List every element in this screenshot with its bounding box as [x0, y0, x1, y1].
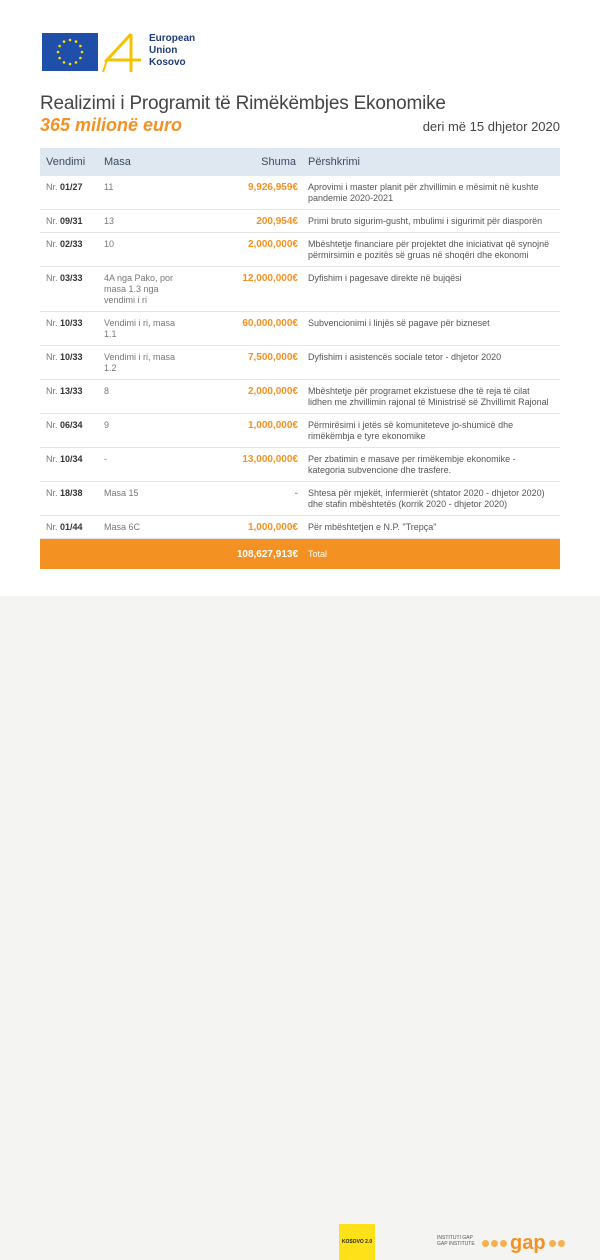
vendimi-number: 10/33: [60, 352, 83, 362]
cell-pershkrimi: Subvencionimi i linjës së pagave për bizneset: [302, 312, 560, 346]
cell-vendimi: [40, 312, 98, 346]
eu-flag-icon: [42, 33, 98, 71]
vendimi-number: 10/34: [60, 454, 83, 464]
cell-masa: Vendimi i ri, masa 1.2: [98, 346, 184, 380]
cell-vendimi: [40, 176, 98, 210]
cell-masa: 11: [98, 176, 184, 210]
cell-shuma: 13,000,000€: [184, 448, 302, 482]
report-date: deri më 15 dhjetor 2020: [422, 119, 560, 134]
vendimi-prefix: Nr.: [46, 318, 58, 328]
gap-dots-icon: [482, 1240, 507, 1247]
cell-vendimi: [40, 380, 98, 414]
vendimi-number: 18/38: [60, 488, 83, 498]
vendimi-prefix: Nr.: [46, 420, 58, 430]
vendimi-prefix: Nr.: [46, 352, 58, 362]
cell-vendimi: [40, 210, 98, 233]
gap-institute-line-1: INSTITUTI GAP: [437, 1235, 473, 1241]
table-row: [40, 312, 560, 346]
cell-vendimi: [40, 482, 98, 516]
cell-masa: 9: [98, 414, 184, 448]
cell-shuma: 12,000,000€: [184, 267, 302, 312]
col-header-masa: Masa: [98, 148, 184, 176]
eu-stars-icon: [42, 33, 98, 71]
cell-pershkrimi: Per zbatimin e masave per rimëkembje ekonomike - kategoria subvencione dhe trasfere.: [302, 448, 560, 482]
table-row: [40, 380, 560, 414]
cell-vendimi: [40, 448, 98, 482]
cell-pershkrimi: Dyfishim i pagesave direkte në bujqësi: [302, 267, 560, 312]
cell-pershkrimi: Përmirësimi i jetës së komuniteteve jo-shumicë dhe rimëkëmbja e tyre ekonomike: [302, 414, 560, 448]
cell-vendimi: [40, 516, 98, 539]
cell-masa: -: [98, 448, 184, 482]
eu-logo-text: [149, 33, 195, 69]
vendimi-number: 01/27: [60, 182, 83, 192]
vendimi-number: 13/33: [60, 386, 83, 396]
eu-line-3: Kosovo: [149, 57, 186, 68]
cell-pershkrimi: Primi bruto sigurim-gusht, mbulimi i sigurimit për diasporën: [302, 210, 560, 233]
cell-vendimi: [40, 414, 98, 448]
vendimi-number: 02/33: [60, 239, 83, 249]
cell-shuma: 9,926,959€: [184, 176, 302, 210]
page-title: Realizimi i Programit të Rimëkëmbjes Ekonomike: [40, 93, 446, 114]
cell-vendimi: [40, 346, 98, 380]
table-row: [40, 516, 560, 539]
measures-table: [40, 148, 560, 569]
cell-shuma: 7,500,000€: [184, 346, 302, 380]
vendimi-prefix: Nr.: [46, 522, 58, 532]
cell-shuma: 60,000,000€: [184, 312, 302, 346]
total-empty-2: [98, 539, 184, 570]
vendimi-prefix: Nr.: [46, 454, 58, 464]
table-header-row: [40, 148, 560, 176]
col-header-pershkrimi: Përshkrimi: [302, 148, 560, 176]
vendimi-number: 03/33: [60, 273, 83, 283]
vendimi-prefix: Nr.: [46, 182, 58, 192]
cell-shuma: -: [184, 482, 302, 516]
vendimi-number: 01/44: [60, 522, 83, 532]
total-amount: 108,627,913€: [184, 539, 302, 570]
table-row: [40, 346, 560, 380]
cell-pershkrimi: Dyfishim i asistencës sociale tetor - dhjetor 2020: [302, 346, 560, 380]
gap-dots-icon-right: [549, 1240, 565, 1247]
vendimi-number: 09/31: [60, 216, 83, 226]
vendimi-prefix: Nr.: [46, 386, 58, 396]
cell-masa: 13: [98, 210, 184, 233]
gap-logo: [482, 1232, 568, 1255]
cell-vendimi: [40, 233, 98, 267]
vendimi-prefix: Nr.: [46, 239, 58, 249]
eu-line-1: European: [149, 33, 196, 44]
page-subtitle: 365 milionë euro: [40, 115, 183, 135]
table-row: [40, 482, 560, 516]
cell-shuma: 1,000,000€: [184, 414, 302, 448]
cell-pershkrimi: Mbështetje për programet ekzistuese dhe të reja të cilat lidhen me zhvillimin rajonal të Ministrisë së Zhvillimit Rajonal: [302, 380, 560, 414]
cell-pershkrimi: Mbështetje financiare për projektet dhe iniciativat që synojnë përmirsimin e pozitës së gruas në shoqëri dhe ekonomi: [302, 233, 560, 267]
cell-pershkrimi: Shtesa për mjekët, infermierët (shtator 2020 - dhjetor 2020) dhe stafin mbështetës (korrik 2020 - dhjetor 2020): [302, 482, 560, 516]
table-row: [40, 267, 560, 312]
cell-masa: 4A nga Pako, por masa 1.3 nga vendimi i ri: [98, 267, 184, 312]
cell-masa: 8: [98, 380, 184, 414]
gap-logo-text: gap: [510, 1232, 546, 1254]
total-row: [40, 539, 560, 570]
cell-shuma: 200,954€: [184, 210, 302, 233]
vendimi-prefix: Nr.: [46, 273, 58, 283]
cell-pershkrimi: Për mbështetjen e N.P. "Trepça": [302, 516, 560, 539]
gap-institute-label: [437, 1235, 475, 1247]
vendimi-number: 06/34: [60, 420, 83, 430]
cell-masa: Masa 15: [98, 482, 184, 516]
cell-vendimi: [40, 267, 98, 312]
cell-shuma: 2,000,000€: [184, 233, 302, 267]
cell-shuma: 2,000,000€: [184, 380, 302, 414]
col-header-vendimi: Vendimi: [40, 148, 98, 176]
cell-masa: Vendimi i ri, masa 1.1: [98, 312, 184, 346]
footer: [0, 596, 600, 1254]
vendimi-prefix: Nr.: [46, 216, 58, 226]
cell-masa: Masa 6C: [98, 516, 184, 539]
vendimi-number: 10/33: [60, 318, 83, 328]
total-empty-1: [40, 539, 98, 570]
table-row: [40, 233, 560, 267]
kosovo-four-logo-icon: [101, 30, 147, 76]
table-row: [40, 176, 560, 210]
kosovo-20-logo: KOSOVO 2.0: [339, 1224, 375, 1260]
col-header-shuma: Shuma: [184, 148, 302, 176]
infographic-card: [0, 0, 600, 596]
table-row: [40, 414, 560, 448]
gap-institute-line-2: GAP INSTITUTE: [437, 1241, 475, 1247]
cell-masa: 10: [98, 233, 184, 267]
eu-line-2: Union: [149, 45, 178, 56]
cell-shuma: 1,000,000€: [184, 516, 302, 539]
cell-pershkrimi: Aprovimi i master planit për zhvillimin e mësimit në kushte pandemie 2020-2021: [302, 176, 560, 210]
table-row: [40, 210, 560, 233]
total-label: Total: [302, 539, 560, 570]
vendimi-prefix: Nr.: [46, 488, 58, 498]
table-row: [40, 448, 560, 482]
